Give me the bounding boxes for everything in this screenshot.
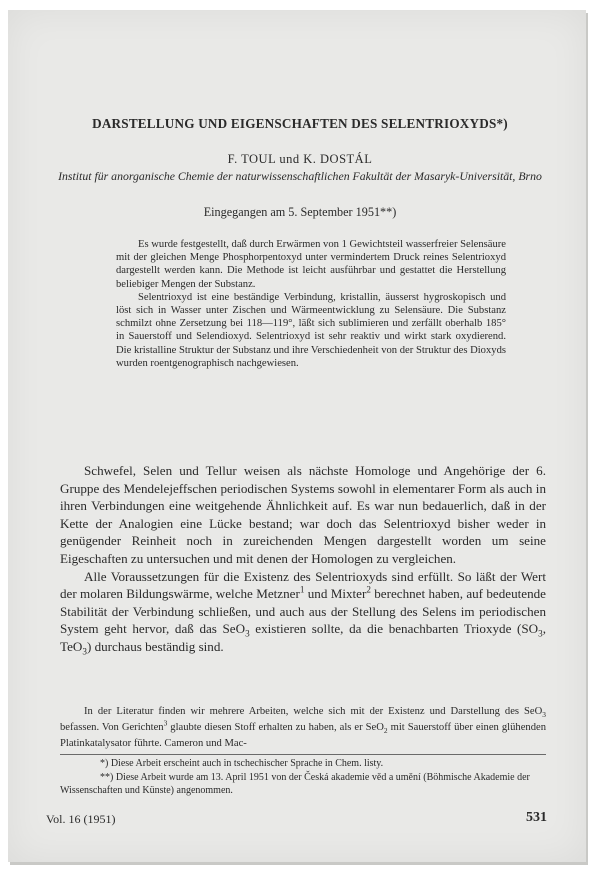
abstract-paragraph: Es wurde festgestellt, daß durch Erwärmen von 1 Gewichtsteil wasserfreier Selensäure mit der gleichen Menge Phosphorpentoxyd unter vermindertem Druck reines Selentrioxyd dargestellt werden kann. Die Methode ist leicht ausführbar und gestattet die Herstellung beliebiger Mengen der Substanz. bbox=[116, 239, 507, 290]
abstract bbox=[116, 238, 506, 370]
journal-volume: Vol. 16 (1951) bbox=[46, 812, 116, 826]
footnote: **) Diese Arbeit wurde am 13. April 1951 von der Česká akademie věd a umění (Böhmische Akademie der Wissenschaften und Künste) angenommen. bbox=[60, 771, 530, 797]
abstract-paragraph: Selentrioxyd ist eine beständige Verbindung, kristallin, äusserst hygroskopisch und löst sich in Wasser unter Zischen und Wärmeentwicklung zu Selensäure. Die Substanz schmilzt ohne Zersetzung bei 118—119°, läßt sich sublimieren und zerfällt oberhalb 185° in Sauerstoff und Selendioxyd. Selentrioxyd ist sehr reaktiv und wirkt stark oxydierend. Die kristalline Struktur der Substanz und ihre Verschiedenheit von der Struktur des Dioxyds wurden roentgenographisch nachgewiesen. bbox=[116, 291, 506, 369]
body-paragraph: Alle Voraussetzungen für die Existenz des Selentrioxyds sind erfüllt. So läßt der Wert der molaren Bildungswärme, welche Metzner$^1$ und Mixter$^2$ berechnet haben, auf bedeutende Stabilität der Verbindung schließen, und auch aus der Stellung des Selens im periodischen System geht hervor, daß das SeO$_3$ existieren sollte, da die benachbarten Trioxyde ($SO_3$, TeO$_3$) durchaus beständig sind. bbox=[60, 568, 546, 657]
body-paragraph: Schwefel, Selen und Tellur weisen als nächste Homologe und Angehörige der 6. Gruppe des Mendelejeffschen periodischen Systems sowohl in elementarer Form als auch in ihren Verbindungen eine weitgehende Ähnlichkeit auf. Es war nun bedauerlich, daß in der Kette der Analogien eine Lücke bestand; war doch das Selentrioxyd bisher weder in genügender Reinheit noch in zureichenden Mengen dargestellt worden um seine Eigeschaften zu untersuchen und mit denen der Homologen zu vergleichen. bbox=[60, 463, 546, 566]
footnote: *) Diese Arbeit erscheint auch in tschechischer Sprache in Chem. listy. bbox=[100, 758, 384, 769]
small-text bbox=[60, 704, 546, 752]
reference-mark: 3 bbox=[163, 718, 168, 728]
institute: Institut für anorganische Chemie der naturwissenschaftlichen Fakultät der Masaryk-Universität, Brno bbox=[58, 169, 542, 183]
body-text bbox=[60, 462, 546, 656]
reference-mark: 1 bbox=[299, 584, 305, 595]
received-date: Eingegangen am 5. September 1951**) bbox=[203, 205, 397, 219]
paper-title: DARSTELLUNG UND EIGENSCHAFTEN DES SELENTRIOXYDS*) bbox=[92, 116, 508, 131]
footnote-divider bbox=[60, 754, 546, 755]
small-paragraph: In der Literatur finden wir mehrere Arbeiten, welche sich mit der Existenz und Darstellung des SeO$_3$ befassen. Von Gerichten$^3$ glaubte diesen Stoff erhalten zu haben, als er SeO$_2$ mit Sauerstoff über einen glühenden Platinkatalysator führte. Cameron und Mac- bbox=[60, 706, 546, 749]
authors: F. TOUL und K. DOSTÁL bbox=[227, 152, 373, 166]
reference-mark: 2 bbox=[366, 584, 371, 595]
page-number: 531 bbox=[526, 810, 547, 825]
footnotes bbox=[60, 757, 546, 798]
